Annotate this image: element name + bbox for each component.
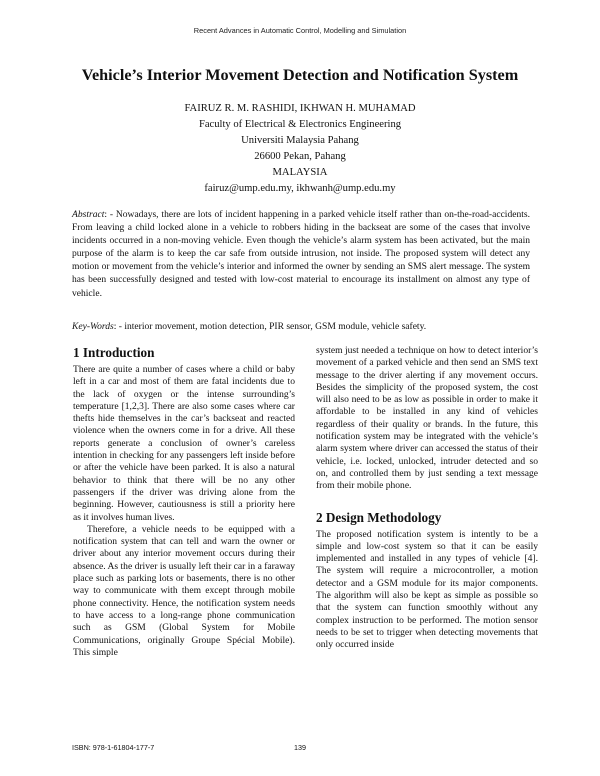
author-block (0, 101, 600, 197)
paper-title: Vehicle’s Interior Movement Detection and Notification System (81, 66, 519, 84)
affiliation-line: Faculty of Electrical & Electronics Engineering (198, 119, 402, 130)
abstract-text: : - Nowadays, there are lots of incident happening in a parked vehicle itself rather than on-the-road-accidents. From leaving a child locked alone in a vehicle to robbers hiding in the backseat are some of the cases that involve incidents occurred in a non-moving vehicle. Even though the vehicle’s alarm system has been activated, but the main purpose of the alarm is to keep the car safe from outside intrusion, not inside. The proposed system will detect any motion or movement from the vehicle’s interior and informed the owner by sending an SMS alert message. The system has been successfully designed and tested with low-cost material to encourage its installment on almost any type of vehicle. (72, 209, 530, 299)
intro-paragraph-1: There are quite a number of cases where a child or baby left in a car and most of them are fatal incidents due to the lack of oxygen or the intense surrounding’s temperature [1,2,3]. There are also some cases where car thefts hide themselves in the car’s backseat and reacted violence when the owners come in for a drive. All these reports generate a conclusion of owner’s careless intention in checking for any passengers left inside before or after the vehicle have been parked. It is also a natural behavior to think that there will be no any other passengers if the driver was driving alone from the beginning. However, cautiousness is still a priority here as it involves human lives. (73, 364, 295, 523)
keywords (72, 320, 532, 333)
abstract (72, 208, 530, 300)
intro-paragraph-2-continued: system just needed a technique on how to detect interior’s movement of a parked vehicle and then send an SMS text message to the driver alerting if any movement occurs. Besides the simplicity of the proposed system, the cost will also need to be as low as possible in order to make it affordable to be installed in any kind of vehicles regardless of their quality or brands. In the future, this notification system may be integrated with the vehicle’s alarm system where driver can accessed the status of their vehicle, i.e. locked, unlocked, intruder detected and so on, and controlled them by just sending a text message from their mobile phone. (316, 345, 538, 492)
page-number: 139 (294, 743, 306, 752)
intro-paragraph-2: Therefore, a vehicle needs to be equipped with a notification system that can tell and warn the owner or driver about any interior movement occurs during their absence. As the driver is usually left their car in a faraway place such as parking lots or basements, there is no other way to communicate with them except through mobile phone connectivity. Hence, the notification system needs to have access to a long-range phone communication such as GSM (Global System for Mobile Communications, originally Groupe Spécial Mobile). This simple (73, 523, 295, 658)
design-paragraph-1: The proposed notification system is intently to be a simple and low-cost system so that it can be easily implemented and installed in any types of vehicle [4]. The system will require a microcontroller, a motion detector and a GSM module for its major components. The algorithm will also be kept as simple as possible so that the system can function smoothly without any complex instruction to be performed. The motion sensor needs to be set to trigger when detecting movements that only occurred inside (316, 528, 538, 651)
right-column (316, 345, 538, 652)
keywords-text: : - interior movement, motion detection, PIR sensor, GSM module, vehicle safety. (113, 321, 427, 332)
author-names: FAIRUZ R. M. RASHIDI, IKHWAN H. MUHAMAD (184, 103, 416, 114)
running-header: Recent Advances in Automatic Control, Modelling and Simulation (193, 26, 407, 35)
affiliation-line: 26600 Pekan, Pahang (254, 151, 346, 162)
abstract-label: Abstract (72, 209, 105, 220)
keywords-label: Key-Words (72, 321, 114, 332)
section-heading-design-methodology: 2 Design Methodology (316, 509, 442, 525)
affiliation-line: Universiti Malaysia Pahang (241, 135, 359, 146)
left-column (73, 345, 295, 659)
isbn-footer: ISBN: 978-1-61804-177-7 (72, 743, 155, 752)
author-emails: fairuz@ump.edu.my, ikhwanh@ump.edu.my (204, 183, 396, 194)
affiliation-line: MALAYSIA (272, 167, 328, 178)
section-heading-introduction: 1 Introduction (73, 345, 155, 360)
